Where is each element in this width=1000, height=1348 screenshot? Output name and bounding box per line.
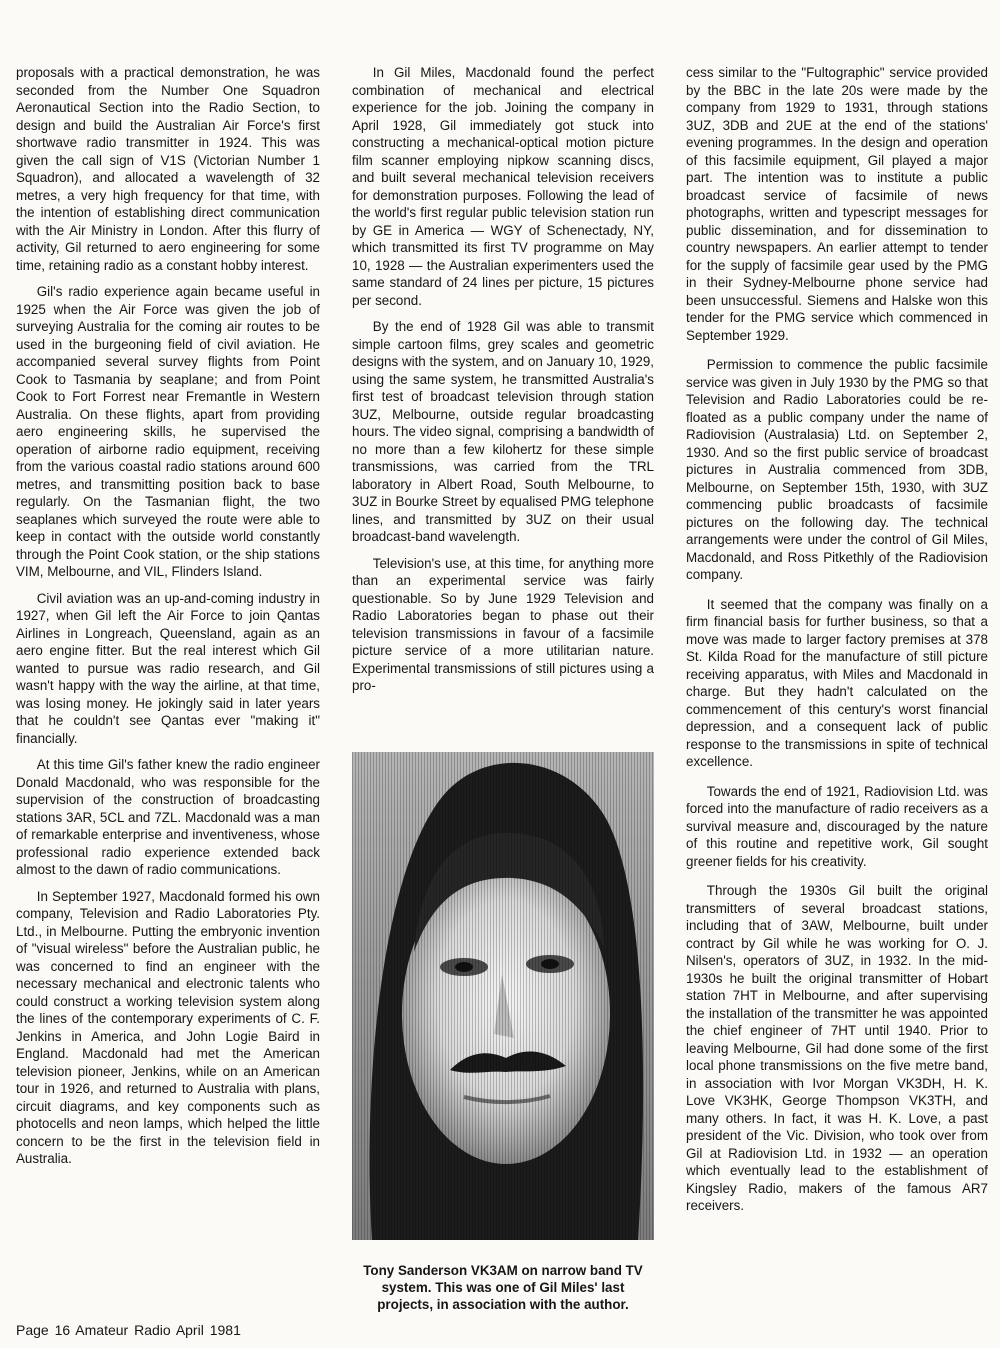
article-paragraph: In September 1927, Macdonald formed his own company, Television and Radio Laboratories Pty. Ltd., in Melbourne. Putting the embryonic invention of "visual wireless" before the Australian public, he was concerned to find an engineer with the necessary mechanical and electronic talents who could construct a working television system along the lines of the contemporary experiments of C. F. Jenkins in America, and John Logie Baird in England. Macdonald had met the American television pioneer, Jenkins, while on an American tour in 1926, and returned to Australia with plans, circuit diagrams, and key components such as photocells and neon lamps, which helped the little concern to be the first in the television field in Australia. [16,888,320,1166]
article-paragraph: It seemed that the company was finally on a firm financial basis for further business, so that a move was made to larger factory premises at 378 St. Kilda Road for the manufacture of still picture receiving apparatus, with Miles and Macdonald in charge. But they hadn't calculated on the commencement of this century's worst financial depression, and a consequent lack of public response to the transmissions in spite of technical excellence. [686,596,988,769]
article-paragraph: By the end of 1928 Gil was able to transmit simple cartoon films, grey scales and geometric designs with the system, and on January 10, 1929, using the same system, he transmitted Australia's first test of broadcast television through station 3UZ, Melbourne, outside regular broadcasting hours. The video signal, comprising a bandwidth of no more than a few kilohertz for these simple transmissions, was carried from the TRL laboratory in Albert Road, South Melbourne, to 3UZ in Bourke Street by equalised PMG telephone lines, and transmitted by 3UZ on their usual broadcast-band wavelength. [352,319,654,544]
issue-date: April 1981 [175,1322,241,1338]
article-paragraph: Gil's radio experience again became useful in 1925 when the Air Force was given the job of surveying Australia for the coming air routes to be used in the burgeoning field of civil aviation. He accompanied several survey flights from Point Cook to Tasmania by seaplane; and from Point Cook to Fort Forrest near Fremantle in Western Australia. On these flights, apart from providing aero engineering skills, he supervised the operation of airborne radio equipment, receiving from the various coastal radio stations around 600 metres, and transmitting position back to base regularly. On the Tasmanian flight, the two seaplanes which surveyed the route were able to keep in contact with the outside world constantly through the Point Cook station, or the ship stations VIM, Melbourne, and VIL, Flinders Island. [16,284,320,579]
article-paragraph: In Gil Miles, Macdonald found the perfect combination of mechanical and electrical experience for the job. Joining the company in April 1928, Gil immediately got stuck into constructing a mechanical-optical motion picture film scanner employing nipkow scanning discs, and built several mechanical television receivers for demonstration purposes. Following the lead of the world's first regular public television station run by GE in America — WGY of Schenectady, NY, which transmitted its first TV programme on May 10, 1928 — the Australian experimenters used the same standard of 24 lines per picture, 15 pictures per second. [352,65,654,308]
article-paragraph: proposals with a practical demonstration, he was seconded from the Number One Squadron Aeronautical Section into the Radio Section, to design and build the Australian Air Force's first shortwave radio transmitter in 1924. This was given the call sign of V1S (Victorian Number 1 Squadron), and allocated a wavelength of 32 metres, a very high frequency for that time, with the intention of establishing direct communication with the Air Ministry in London. After this flurry of activity, Gil returned to aero engineering for some time, retaining radio as a constant hobby interest. [16,65,320,273]
article-paragraph: Through the 1930s Gil built the original transmitters of several broadcast stations, including that of 3AW, Melbourne, built under contract by Gil while he was working for O. J. Nilsen's, operators of 3UZ, in 1932. In the mid-1930s he built the original transmitter of Hobart station 7HT in Melbourne, and after supervising the installation of the transmitter he was appointed the chief engineer of 7HT until 1940. Prior to leaving Melbourne, Gil had done some of the first local phone transmissions on the five metre band, in association with Ivor Morgan VK3DH, H. K. Love VK3HK, George Thompson VK3TH, and many others. In fact, it was H. K. Love, a past president of the Vic. Division, who took over from Gil at Radiovision Ltd. in 1932 — an operation which eventually lead to the establishment of Kingsley Radio, makers of the famous AR7 receivers. [686,883,988,1213]
portrait-photo-icon [352,752,654,1240]
article-paragraph: Permission to commence the public facsimile service was given in July 1930 by the PMG so that Television and Radio Laboratories could be re-floated as a public company under the name of Radiovision (Australasia) Ltd. on September 2, 1930. And so the first public service of broadcast pictures in Australia commenced from 3DB, Melbourne, on September 15th, 1930, with 3UZ commencing public broadcasts of facsimile pictures on the following day. The technical arrangements were under the control of Gil Miles, Macdonald, and Ross Pitkethly of the Radiovision company. [686,357,988,582]
article-paragraph: Television's use, at this time, for anything more than an experimental service was fairly questionable. So by June 1929 Television and Radio Laboratories began to phase out their television transmissions in favour of a facsimile picture service of a more utilitarian nature. Experimental transmissions of still pictures using a pro- [352,555,654,693]
tv-portrait-photo [352,752,654,1240]
article-column-middle [352,64,654,704]
article-paragraph: Civil aviation was an up-and-coming industry in 1927, when Gil left the Air Force to join Qantas Airlines in Longreach, Queensland, again as an aero engine fitter. But the real interest which Gil wanted to pursue was radio research, and Gil wasn't happy with the way the airline, at that time, was losing money. He jokingly said in later years that he couldn't see Qantas ever "making it" financially. [16,590,320,746]
page-footer [16,1322,241,1338]
photo-caption: Tony Sanderson VK3AM on narrow band TV system. This was one of Gil Miles' last projects, in association with the author. [363,1263,643,1312]
article-paragraph: cess similar to the "Fultographic" service provided by the BBC in the late 20s were made by the company from 1929 to 1931, through stations 3UZ, 3DB and 2UE at the end of the stations' evening programmes. In the design and operation of this facsimile equipment, Gil played a major part. The intention was to institute a public broadcast service of facsimile of news photographs, written and typescript messages for public dissemination, and for dissemination to country newspapers. An earlier attempt to tender for the supply of facsimile gear used by the PMG in their Sydney-Melbourne phone service had been unsuccessful. Siemens and Halske won this tender for the PMG service which commenced in September 1929. [686,65,988,343]
page-number: Page 16 [16,1322,71,1338]
magazine-title: Amateur Radio [75,1322,171,1338]
article-paragraph: Towards the end of 1921, Radiovision Ltd. was forced into the manufacture of radio receivers as a survival measure and, discouraged by the nature of this routine and repetitive work, Gil sought greener fields for his creativity. [686,783,988,869]
article-column-right [686,64,988,1224]
article-paragraph: At this time Gil's father knew the radio engineer Donald Macdonald, who was responsible for the supervision of the construction of broadcasting stations 3AR, 5CL and 7ZL. Macdonald was a man of remarkable enterprise and inventiveness, whose professional radio experience extended back almost to the dawn of radio communications. [16,757,320,877]
article-column-left [16,64,320,1177]
